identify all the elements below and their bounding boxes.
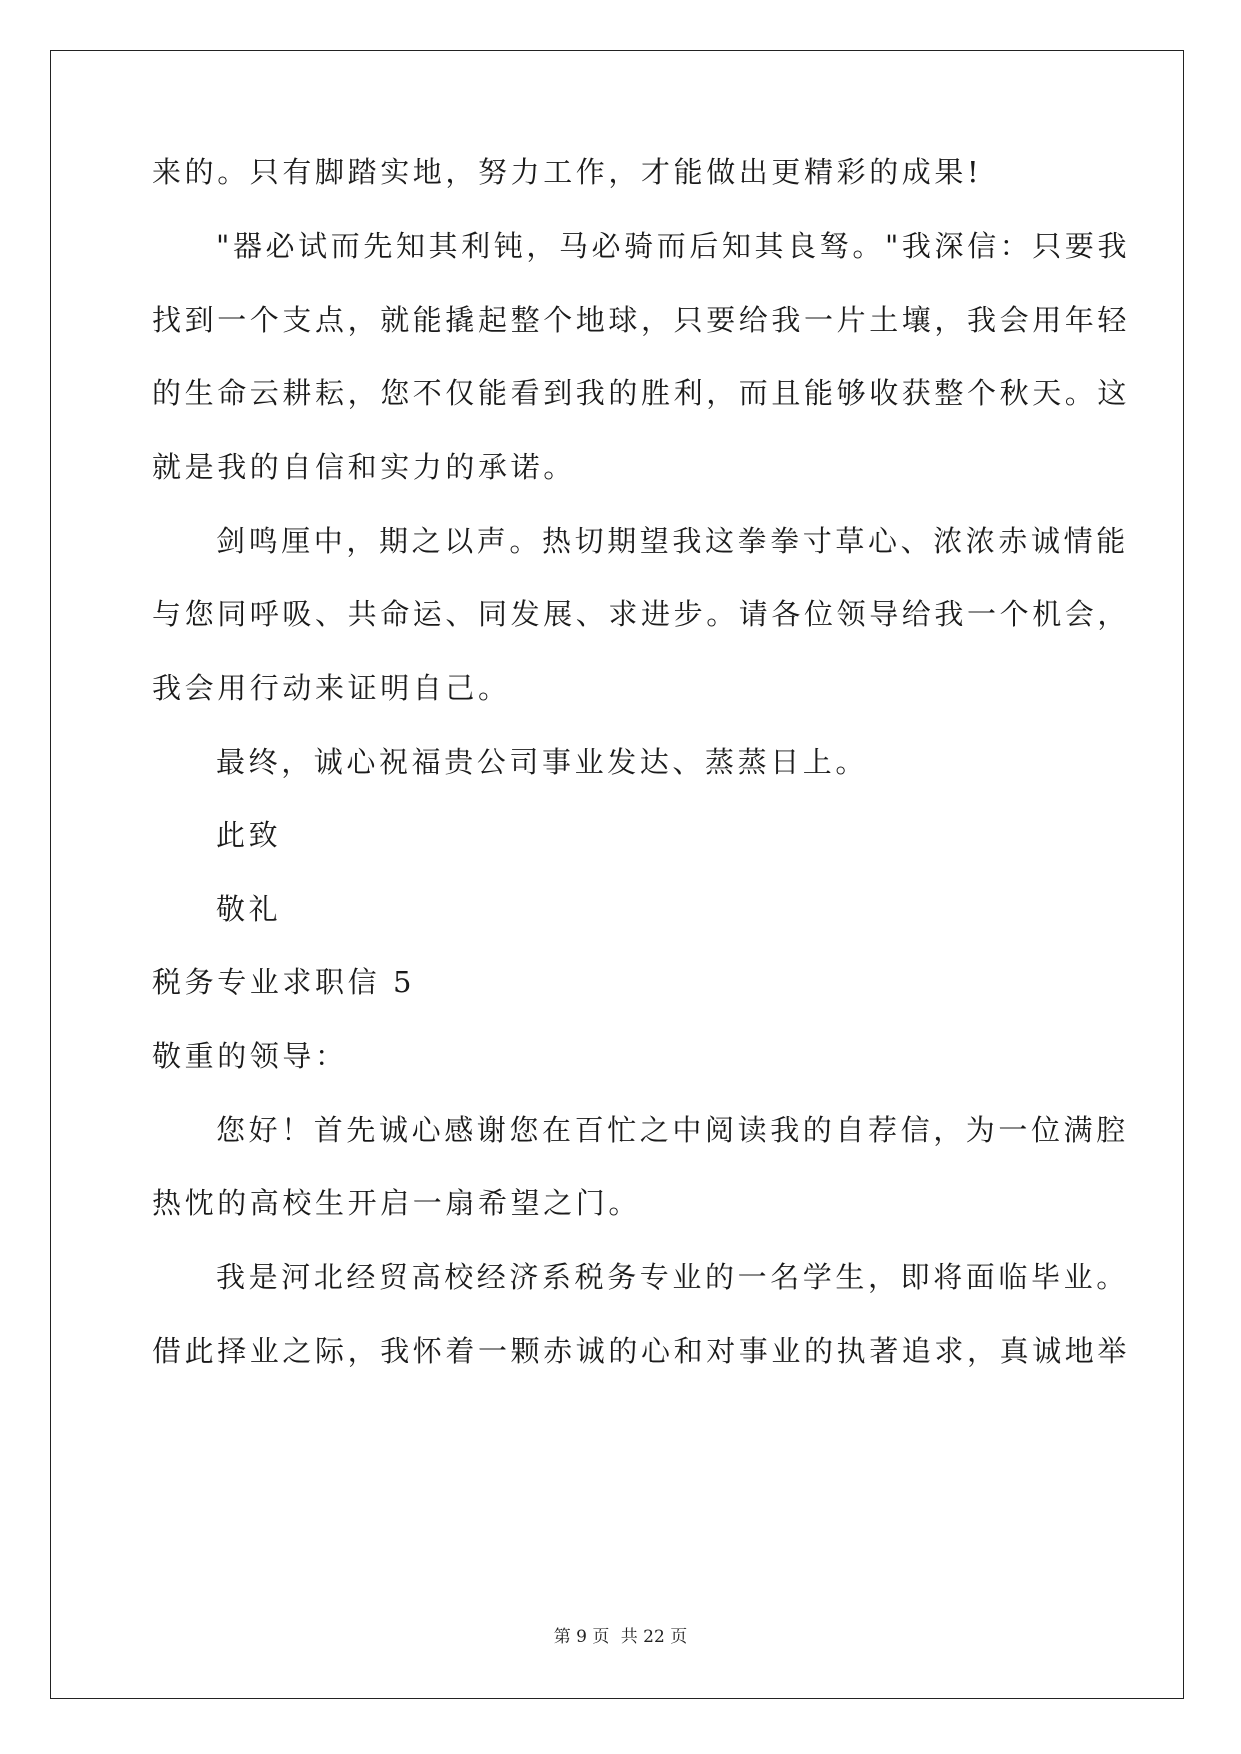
text-line: 与您同呼吸、共命运、同发展、求进步。请各位领导给我一个机会， <box>152 597 1131 631</box>
text-line: 就是我的自信和实力的承诺。 <box>152 450 576 484</box>
section-title: 税务专业求职信 5 <box>152 965 416 999</box>
page-footer <box>0 1625 1241 1649</box>
text-line: 剑鸣厘中，期之以声。热切期望我这拳拳寸草心、浓浓赤诚情能 <box>216 524 1129 558</box>
text-line: 您好！首先诚心感谢您在百忙之中阅读我的自荐信，为一位满腔 <box>216 1113 1129 1147</box>
text-line: 找到一个支点，就能撬起整个地球，只要给我一片土壤，我会用年轻 <box>152 303 1131 337</box>
text-line: 来的。只有脚踏实地，努力工作，才能做出更精彩的成果! <box>152 155 983 189</box>
page-number: 第 9 页 <box>553 1627 610 1647</box>
greeting: 敬重的领导： <box>152 1039 348 1073</box>
closing-regards: 敬礼 <box>216 892 282 926</box>
text-line: 热忱的高校生开启一扇希望之门。 <box>152 1186 642 1220</box>
closing-salutation: 此致 <box>216 818 282 852</box>
text-line: 我会用行动来证明自己。 <box>152 671 511 705</box>
text-line: 的生命云耕耘，您不仅能看到我的胜利，而且能够收获整个秋天。这 <box>152 376 1131 410</box>
text-line: 我是河北经贸高校经济系税务专业的一名学生，即将面临毕业。 <box>216 1260 1129 1294</box>
text-line: 借此择业之际，我怀着一颗赤诚的心和对事业的执著追求，真诚地举 <box>152 1334 1131 1368</box>
text-line: "器必试而先知其利钝，马必骑而后知其良驽。"我深信：只要我 <box>216 229 1131 263</box>
page-total: 共 22 页 <box>620 1627 688 1647</box>
page-border <box>50 50 1184 1699</box>
text-line: 最终，诚心祝福贵公司事业发达、蒸蒸日上。 <box>216 745 869 779</box>
